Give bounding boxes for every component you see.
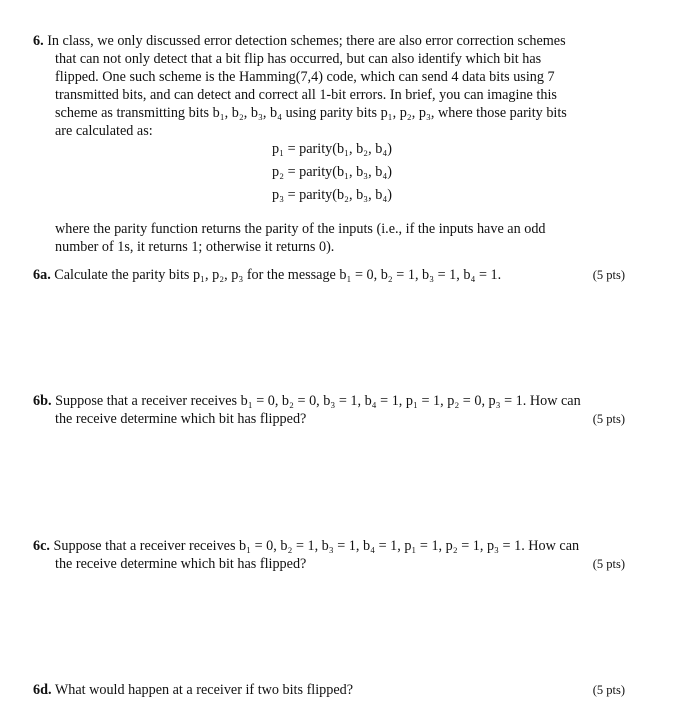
q6d-points: (5 pts) bbox=[592, 683, 625, 697]
parity-equation-p1: p₁ = parity(b₁, b₂, b₄) bbox=[272, 141, 392, 157]
parity-equation-p3: p₃ = parity(b₂, b₃, b₄) bbox=[272, 187, 392, 203]
q6c-points: (5 pts) bbox=[592, 557, 625, 571]
q6-intro-line: that can not only detect that a bit flip has occurred, but can also identify which bit has bbox=[55, 51, 542, 67]
q6-intro-line: scheme as transmitting bits b₁, b₂, b₃, b₄ using parity bits p₁, p₂, p₃, where those parity bits bbox=[55, 105, 567, 121]
question-6b bbox=[33, 392, 625, 410]
question-6c bbox=[33, 537, 625, 555]
q6-line-1 bbox=[33, 32, 625, 50]
q6-intro-line: flipped. One such scheme is the Hamming(7,4) code, which can send 4 data bits using 7 bbox=[55, 69, 555, 85]
q6b-label: 6b. bbox=[33, 393, 52, 409]
q6-number: 6. bbox=[33, 33, 44, 49]
q6-intro-line: transmitted bits, and can detect and correct all 1-bit errors. In brief, you can imagine this bbox=[55, 87, 557, 103]
q6d-text: What would happen at a receiver if two bits flipped? bbox=[54, 682, 354, 698]
q6a-label: 6a. bbox=[33, 267, 51, 283]
question-6d bbox=[33, 681, 625, 699]
q6b-points: (5 pts) bbox=[592, 412, 625, 426]
q6c-label: 6c. bbox=[33, 538, 50, 554]
q6a-text: Calculate the parity bits p₁, p₂, p₃ for the message b₁ = 0, b₂ = 1, b₃ = 1, b₄ = 1. bbox=[54, 267, 502, 283]
q6b-line-2: the receive determine which bit has flipped? bbox=[55, 411, 307, 427]
q6-intro-line: are calculated as: bbox=[55, 123, 153, 139]
q6-intro-line: In class, we only discussed error detection schemes; there are also error correction schemes bbox=[47, 33, 566, 49]
q6c-line-1: Suppose that a receiver receives b₁ = 0, b₂ = 1, b₃ = 1, b₄ = 1, p₁ = 1, p₂ = 1, p₃ = 1. How can bbox=[53, 538, 580, 554]
q6d-label: 6d. bbox=[33, 682, 52, 698]
q6-after-line: number of 1s, it returns 1; otherwise it returns 0). bbox=[55, 239, 335, 255]
question-6a bbox=[33, 266, 625, 284]
q6b-line-1: Suppose that a receiver receives b₁ = 0, b₂ = 0, b₃ = 1, b₄ = 1, p₁ = 1, p₂ = 0, p₃ = 1. How can bbox=[55, 393, 581, 409]
q6-after-line: where the parity function returns the parity of the inputs (i.e., if the inputs have an odd bbox=[55, 221, 546, 237]
q6a-points: (5 pts) bbox=[592, 268, 625, 282]
q6c-line-2: the receive determine which bit has flipped? bbox=[55, 556, 307, 572]
parity-equation-p2: p₂ = parity(b₁, b₃, b₄) bbox=[272, 164, 392, 180]
